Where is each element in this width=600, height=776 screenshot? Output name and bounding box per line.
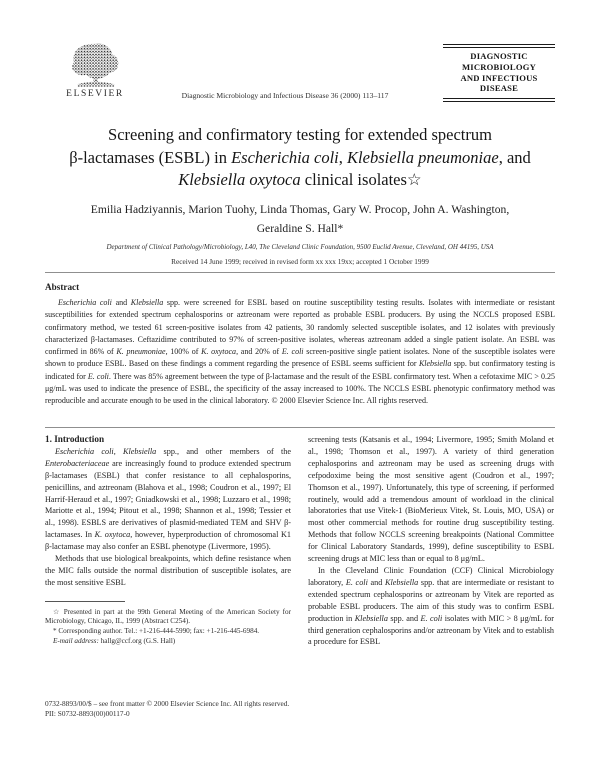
footer-pii-line: PII: S0732-8893(00)00117-0 — [45, 709, 130, 718]
masthead — [45, 42, 555, 104]
section-heading-introduction: 1. Introduction — [45, 434, 105, 444]
abstract-text: Escherichia coli and Klebsiella spp. were screened for ESBL based on routine susceptibility testing results. Isolates with intermediate or resistant susceptibilities for extended spectrum cephalosporins or aztreonam were reported as probable ESBL producers. By using the NCCLS proposed ESBL confirmatory method, we tested 61 screen-positive isolates from 42 patients, 30 randomly selected susceptible isolates, and 12 isolates with previously characterized β-lactamases. Ceftazidime contributed to 97% of screen-positive isolates, whereas aztreonam added a single patient isolate. An ESBL was confirmed in 86% of K. pneumoniae, 100% of K. oxytoca, and 20% of E. coli screen-positive single patient isolates. None of the susceptible isolates were shown to produce ESBL. Based on these findings a comment regarding the presence of ESBL seems sufficient for Klebsiella spp. but confirmatory testing is indicated for E. coli. There was 85% agreement between the type of β-lactamase and the result of the ESBL confirmatory test. When a cefotaxime MIC > 0.25 μg/mL was used to indicate the presence of ESBL, the specificity of the assay increased to 100%. The NCCLS ESBL phenotypic confirmatory method was reproducible and accurate enough to be used in the clinical laboratory. © 2000 Elsevier Science Inc. All rights reserved. — [45, 298, 556, 406]
footnote-rule — [45, 601, 125, 602]
abstract-heading: Abstract — [45, 282, 80, 292]
footnote-presented: ☆ Presented in part at the 99th General Meeting of the American Society for Microbiology, Chicago, IL, 1999 (Abstract C254). — [45, 607, 291, 626]
abstract-bottom-rule — [45, 427, 555, 428]
body-columns — [45, 434, 555, 648]
intro-paragraph: In the Cleveland Clinic Foundation (CCF) Clinical Microbiology laboratory, E. coli and Klebsiella spp. that are intermediate or resistant to extended spectrum cephalosporins or aztreonam by Vitek are reported as probable ESBL producers. The aim of this study was to confirm ESBL production in Klebsiella spp. and E. coli isolates with MIC > 8 μg/mL for third generation cephalosporins and/or aztreonam by Vitek and to establish a procedure for ESBL — [308, 565, 554, 647]
abstract-top-rule — [45, 272, 555, 273]
intro-paragraph: Escherichia coli, Klebsiella spp., and other members of the Enterobacteriaceae are increasingly found to produce extended spectrum β-lactamases (ESBL) that confer resistance to all cephalosporins, penicillins, and aztreonam (Blahova et al., 1998; Coudron et al., 1997; El Harrif-Heraud et al., 1997; Gniadkowski et al., 1998; Luzzaro et al., 1998; Mariotte et al., 1994; Pitout et al., 1998; Shannon et al., 1998; Tessier et al., 1998). ESBLS are derivatives of plasmid-mediated TEM and SHV β-lactamases. In K. oxytoca, however, hyperproduction of chromosomal K1 β-lactamase may also confer an ESBL phenotype (Livermore, 1995). — [45, 446, 292, 552]
intro-paragraph: Methods that use biological breakpoints, which define resistance when the MIC falls outside the normal distribution of susceptible isolates, are the most sensitive ESBL — [45, 554, 291, 587]
footnote-email: E-mail address: hallg@ccf.org (G.S. Hall) — [53, 636, 176, 645]
publisher-name: ELSEVIER — [66, 89, 124, 99]
author-list: Emilia Hadziyannis, Marion Tuohy, Linda Thomas, Gary W. Procop, John A. Washington, Geraldine S. Hall* — [90, 203, 510, 235]
intro-paragraph: screening tests (Katsanis et al., 1994; Livermore, 1995; Smith Moland et al., 1998; Thomson et al., 1997). A variety of third generation cephalosporins and aztreonam may be used as screening drugs with cefpodoxime being the most sensitive agent (Coudron et al., 1997; Thomson et al., 1997). Unfortunately, this type of screening, if performed routinely, would add a tremendous amount of workload in the clinical laboratories that use Vitek-1 (BioMerieux Vitek, St. Louis, MO, USA) or most other commercial methods for routine drug susceptibility testing. Methods that follow NCCLS screening breakpoints (National Committee for Clinical Laboratory Standards, 1999), define susceptibility to ESBL screening drugs at MIC less than or equal to 8 μg/mL. — [308, 435, 554, 564]
journal-name: DIAGNOSTIC MICROBIOLOGY AND INFECTIOUS DISEASE — [460, 51, 538, 94]
affiliation: Department of Clinical Pathology/Microbiology, L40, The Cleveland Clinic Foundation, 9500 Euclid Avenue, Cleveland, OH 44195, USA — [106, 243, 494, 251]
page-footer — [45, 699, 555, 719]
left-column — [45, 434, 291, 648]
article-title: Screening and confirmatory testing for extended spectrum β-lactamases (ESBL) in Escherichia coli, Klebsiella pneumoniae, and Klebsiella oxytoca clinical isolates☆ — [69, 125, 531, 189]
footnote-corresponding: * Corresponding author. Tel.: +1-216-444-5990; fax: +1-216-445-6984. — [53, 626, 260, 635]
journal-citation: Diagnostic Microbiology and Infectious Disease 36 (2000) 113–117 — [181, 91, 389, 100]
nameplate-bottom-rule — [443, 98, 555, 102]
received-dates: Received 14 June 1999; received in revised form xx xxx 19xx; accepted 1 October 1999 — [171, 257, 429, 266]
elsevier-tree-icon — [66, 42, 124, 88]
right-column — [308, 434, 554, 648]
footer-issn-line: 0732-8893/00/$ – see front matter © 2000 Elsevier Science Inc. All rights reserved. — [45, 699, 290, 708]
journal-nameplate — [443, 44, 555, 102]
elsevier-logo — [55, 42, 135, 99]
